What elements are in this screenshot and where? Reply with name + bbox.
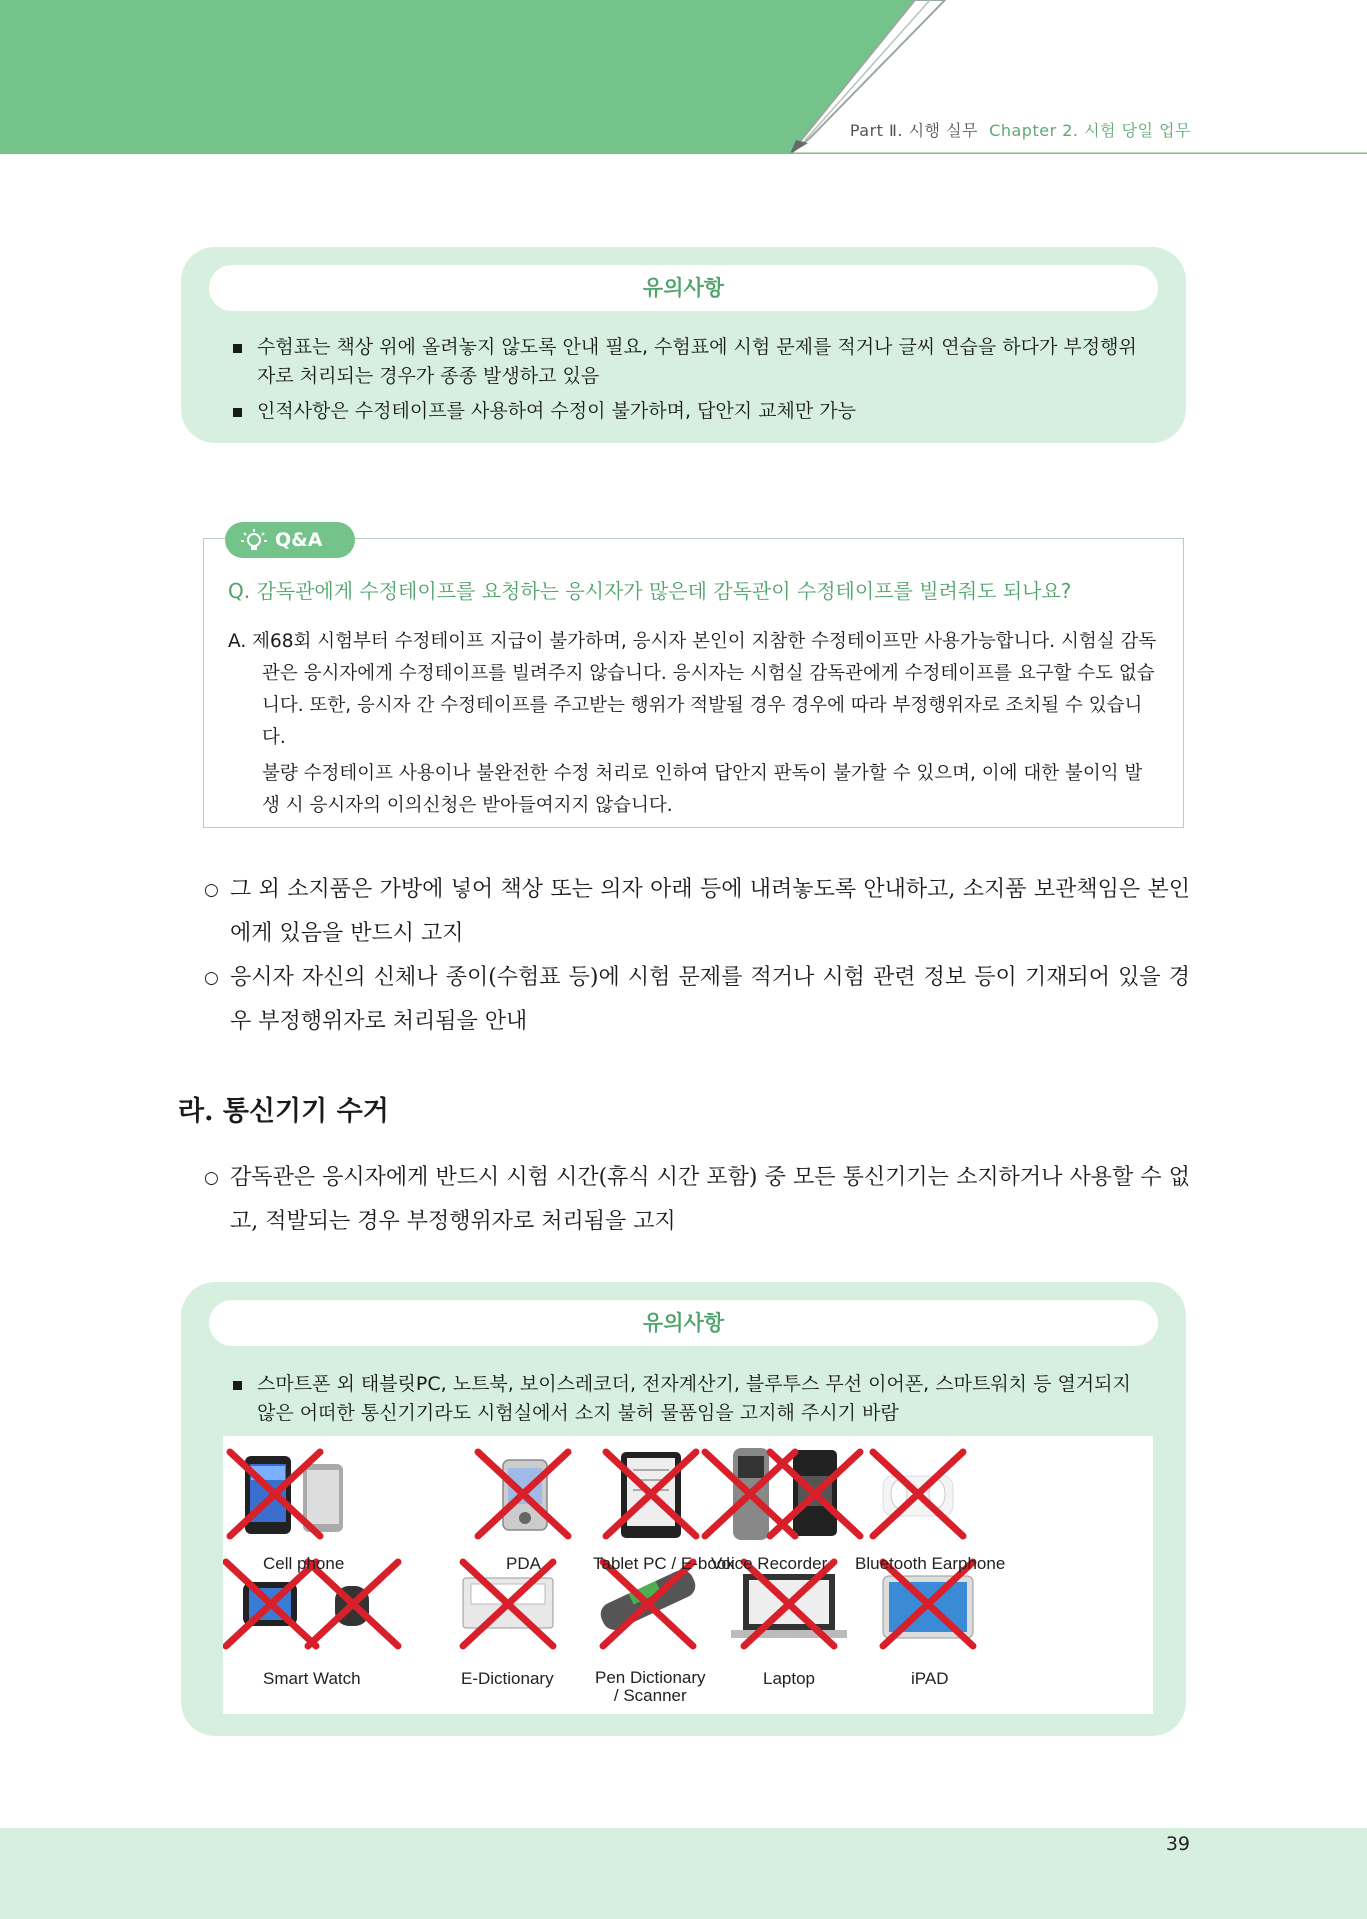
device-label-tablet: Tablet PC / E-book <box>593 1554 735 1573</box>
caution-title: 유의사항 <box>209 1300 1158 1346</box>
caution-list <box>229 333 1146 426</box>
paragraph-text: 응시자 자신의 신체나 종이(수험표 등)에 시험 문제를 적거나 시험 관련 정보 등이 기재되어 있을 경우 부정행위자로 처리됨을 안내 <box>230 965 1190 1034</box>
body-paragraph <box>204 956 1190 1044</box>
paragraph-text: 감독관은 응시자에게 반드시 시험 시간(휴식 시간 포함) 중 모든 통신기기는 소지하거나 사용할 수 없고, 적발되는 경우 부정행위자로 처리됨을 고지 <box>230 1165 1190 1234</box>
footer-band <box>0 1828 1367 1919</box>
caution-title: 유의사항 <box>209 265 1158 311</box>
device-label-e-dictionary: E-Dictionary <box>461 1669 554 1688</box>
body-paragraph <box>204 868 1190 956</box>
paragraph-text: 그 외 소지품은 가방에 넣어 책상 또는 의자 아래 등에 내려놓도록 안내하고, 소지품 보관책임은 본인에게 있음을 반드시 고지 <box>230 877 1190 946</box>
qa-tag <box>225 522 355 558</box>
qa-question: Q. 감독관에게 수정테이프를 요청하는 응시자가 많은데 감독관이 수정테이프를 빌려줘도 되나요? <box>228 579 1072 603</box>
device-label-laptop: Laptop <box>763 1669 815 1688</box>
circle-bullet-icon: ○ <box>204 968 219 988</box>
pda-icon <box>478 1452 568 1536</box>
device-label-pen-dictionary <box>595 1669 706 1705</box>
device-label-voice-recorder: Voice Recorder <box>711 1554 828 1573</box>
section-title: 라. 통신기기 수거 <box>178 1096 389 1127</box>
running-head-chapter: Chapter 2. 시험 당일 업무 <box>989 121 1191 140</box>
running-head <box>850 118 1191 141</box>
device-label-bluetooth: Bluetooth Earphone <box>855 1554 1006 1573</box>
tablet-ebook-icon <box>606 1452 696 1538</box>
circle-bullet-icon: ○ <box>204 1168 219 1188</box>
laptop-icon <box>731 1562 847 1646</box>
body-paragraph <box>204 1156 1190 1244</box>
bluetooth-earphone-icon <box>873 1452 963 1536</box>
lightbulb-icon <box>241 528 267 554</box>
device-label-pen-dictionary-line2: / Scanner <box>613 1686 687 1705</box>
qa-answer-note: 불량 수정테이프 사용이나 불완전한 수정 처리로 인하여 답안지 판독이 불가할 수 있으며, 이에 대한 불이익 발생 시 응시자의 이의신청은 받아들여지지 않습니다. <box>262 763 1143 816</box>
prohibited-devices-panel <box>223 1436 1153 1714</box>
device-label-smart-watch: Smart Watch <box>263 1669 361 1688</box>
device-label-cell-phone: Cell phone <box>263 1554 345 1573</box>
ipad-icon <box>883 1562 973 1646</box>
caution-item: 수험표는 책상 위에 올려놓지 않도록 안내 필요, 수험표에 시험 문제를 적거나 글씨 연습을 하다가 부정행위자로 처리되는 경우가 종종 발생하고 있음 <box>229 333 1146 391</box>
voice-recorder-icon <box>705 1448 860 1540</box>
caution-item: 인적사항은 수정테이프를 사용하여 수정이 불가하며, 답안지 교체만 가능 <box>229 397 1146 426</box>
device-label-ipad: iPAD <box>911 1669 949 1688</box>
page-number: 39 <box>1165 1833 1190 1855</box>
caution-box-1 <box>181 247 1186 443</box>
cell-phone-icon <box>230 1452 343 1536</box>
qa-tag-label: Q&A <box>275 529 323 551</box>
pen-dictionary-icon <box>597 1562 699 1646</box>
circle-bullet-icon: ○ <box>204 880 219 900</box>
device-label-pen-dictionary-line1: Pen Dictionary <box>595 1668 706 1687</box>
running-head-part: Part Ⅱ. 시행 실무 <box>849 121 978 140</box>
smart-watch-icon <box>226 1562 398 1646</box>
caution-item: 스마트폰 외 태블릿PC, 노트북, 보이스레코더, 전자계산기, 블루투스 무선 이어폰, 스마트워치 등 열거되지 않은 어떠한 통신기기라도 시험실에서 소지 불허 물품임을 고지해 주시기 바람 <box>229 1370 1146 1428</box>
qa-answer-text: A. 제68회 시험부터 수정테이프 지급이 불가하며, 응시자 본인이 지참한 수정테이프만 사용가능합니다. 시험실 감독관은 응시자에게 수정테이프를 빌려주지 않습니다. 응시자는 시험실 감독관에게 수정테이프를 요구할 수도 없습니다. 또한, 응시자 간 수정테이프를 주고받는 행위가 적발될 경우 경우에 따라 부정행위자로 조치될 수 있습니다. <box>228 631 1157 748</box>
qa-answer <box>228 626 1158 822</box>
caution-list <box>229 1370 1146 1428</box>
e-dictionary-icon <box>463 1562 553 1646</box>
device-label-pda: PDA <box>506 1554 541 1573</box>
